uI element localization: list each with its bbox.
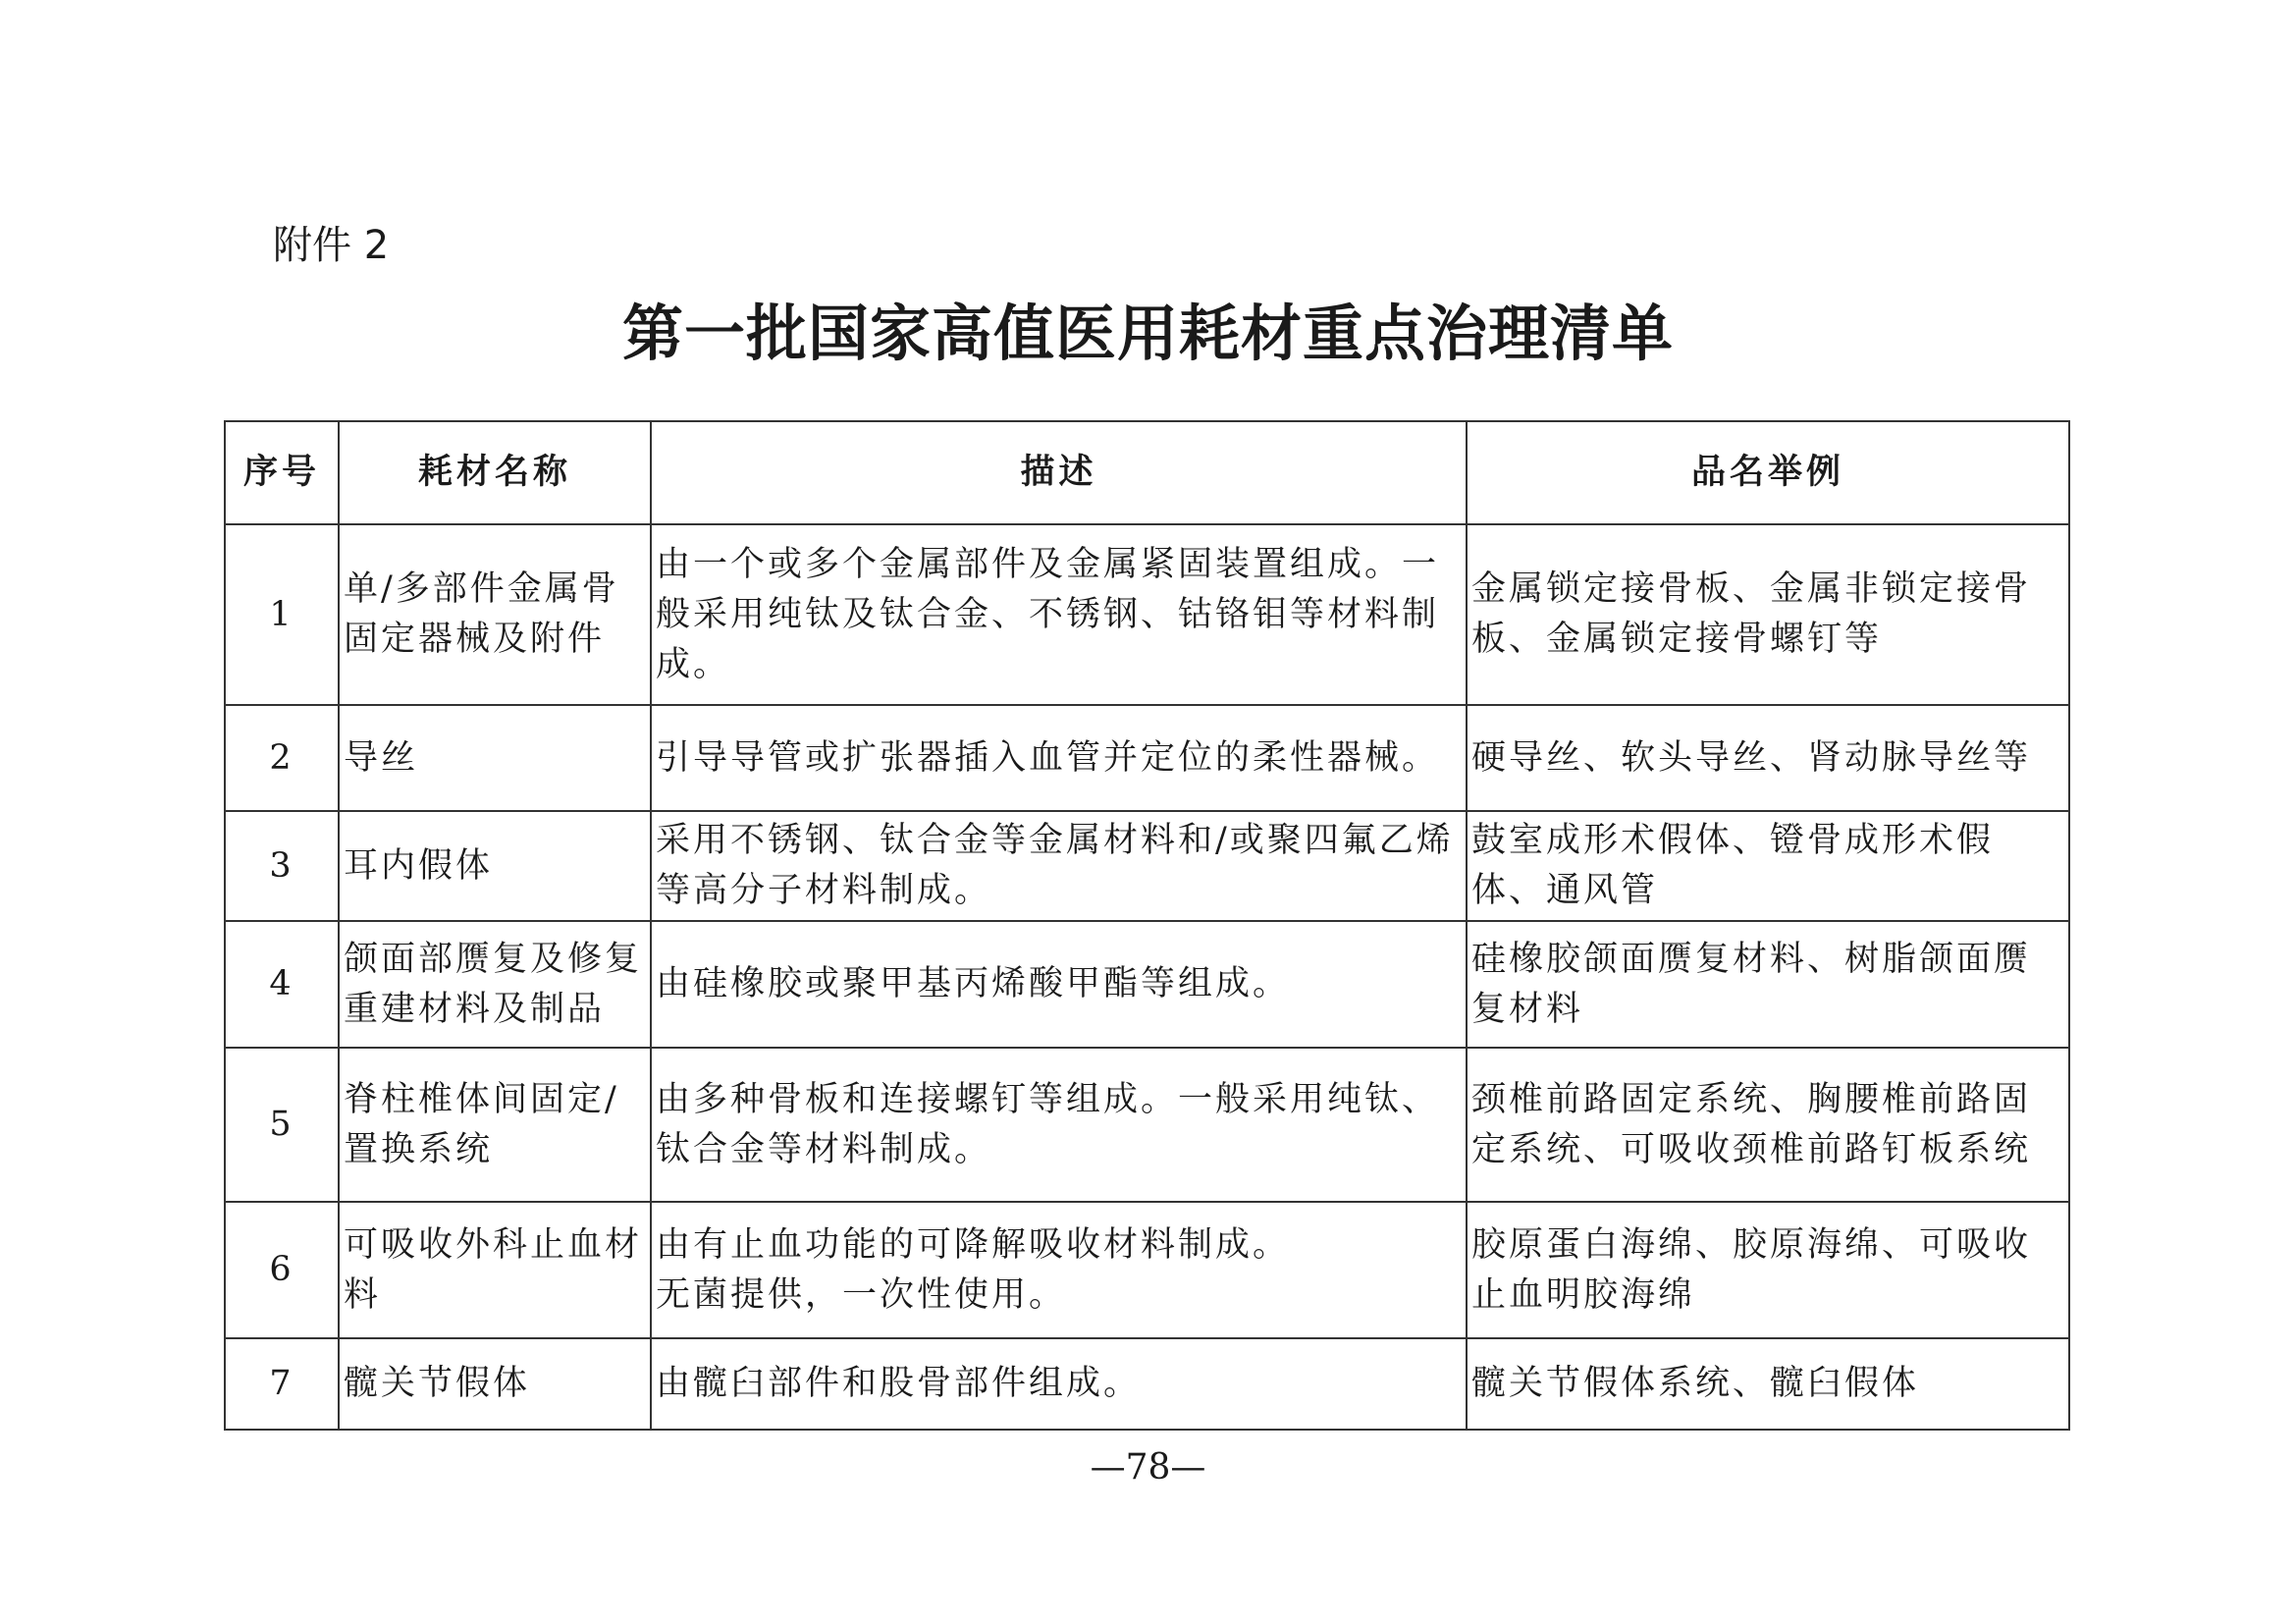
attachment-label: 附件 2 (273, 223, 390, 268)
row-examples: 胶原蛋白海绵、胶原海绵、可吸收止血明胶海绵 (1467, 1202, 2069, 1338)
row-description: 由有止血功能的可降解吸收材料制成。 无菌提供，一次性使用。 (651, 1202, 1467, 1338)
row-seq: 3 (225, 811, 339, 921)
row-seq: 6 (225, 1202, 339, 1338)
row-name: 脊柱椎体间固定/置换系统 (339, 1048, 651, 1202)
row-description: 由硅橡胶或聚甲基丙烯酸甲酯等组成。 (651, 921, 1467, 1048)
table-row (225, 1338, 2069, 1430)
header-examples: 品名举例 (1467, 421, 2069, 524)
header-seq: 序号 (225, 421, 339, 524)
row-description: 引导导管或扩张器插入血管并定位的柔性器械。 (651, 705, 1467, 811)
row-name: 耳内假体 (339, 811, 651, 921)
row-examples: 鼓室成形术假体、镫骨成形术假体、通风管 (1467, 811, 2069, 921)
table-row (225, 811, 2069, 921)
document-title: 第一批国家高值医用耗材重点治理清单 (621, 298, 1674, 369)
row-name: 髋关节假体 (339, 1338, 651, 1430)
row-seq: 7 (225, 1338, 339, 1430)
table-row (225, 921, 2069, 1048)
row-seq: 4 (225, 921, 339, 1048)
table-row (225, 705, 2069, 811)
row-name: 导丝 (339, 705, 651, 811)
row-seq: 5 (225, 1048, 339, 1202)
row-examples: 硬导丝、软头导丝、肾动脉导丝等 (1467, 705, 2069, 811)
table-row (225, 1202, 2069, 1338)
table-header-row (225, 421, 2069, 524)
row-seq: 1 (225, 524, 339, 705)
header-description: 描述 (651, 421, 1467, 524)
row-seq: 2 (225, 705, 339, 811)
row-examples: 硅橡胶颌面赝复材料、树脂颌面赝复材料 (1467, 921, 2069, 1048)
header-name: 耗材名称 (339, 421, 651, 524)
row-name: 可吸收外科止血材料 (339, 1202, 651, 1338)
row-examples: 金属锁定接骨板、金属非锁定接骨板、金属锁定接骨螺钉等 (1467, 524, 2069, 705)
row-description: 由一个或多个金属部件及金属紧固装置组成。一般采用纯钛及钛合金、不锈钢、钴铬钼等材料制成。 (651, 524, 1467, 705)
table-row (225, 1048, 2069, 1202)
row-description: 由多种骨板和连接螺钉等组成。一般采用纯钛、钛合金等材料制成。 (651, 1048, 1467, 1202)
row-examples: 髋关节假体系统、髋臼假体 (1467, 1338, 2069, 1430)
row-name: 颌面部赝复及修复重建材料及制品 (339, 921, 651, 1048)
page-number: —78— (1090, 1447, 1206, 1488)
row-name: 单/多部件金属骨固定器械及附件 (339, 524, 651, 705)
row-description: 由髋臼部件和股骨部件组成。 (651, 1338, 1467, 1430)
table-row (225, 524, 2069, 705)
row-examples: 颈椎前路固定系统、胸腰椎前路固定系统、可吸收颈椎前路钉板系统 (1467, 1048, 2069, 1202)
consumables-table (224, 420, 2070, 1431)
row-description: 采用不锈钢、钛合金等金属材料和/或聚四氟乙烯等高分子材料制成。 (651, 811, 1467, 921)
